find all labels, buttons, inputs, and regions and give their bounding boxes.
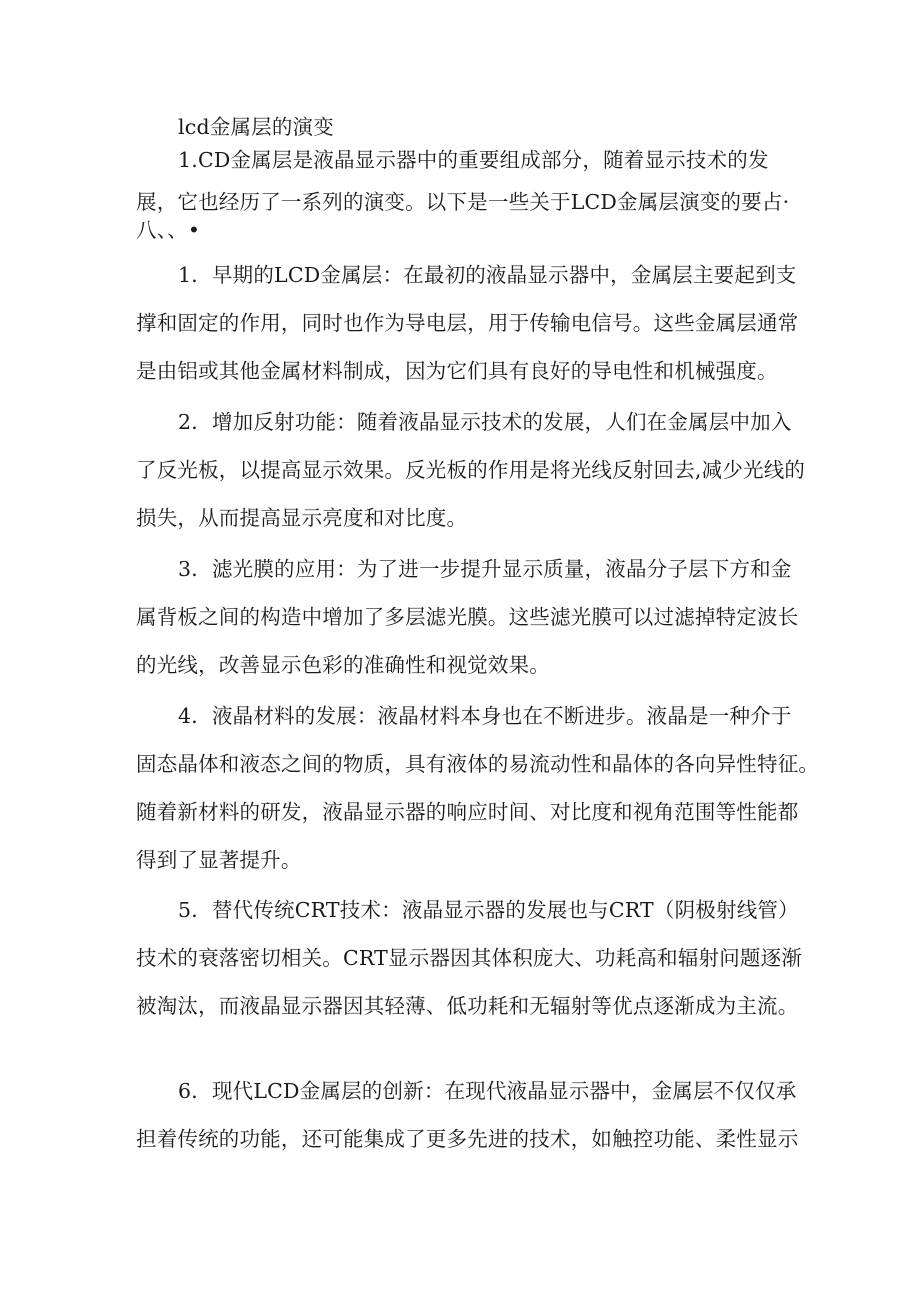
section-1-line-2: 撑和固定的作用，同时也作为导电层，用于传输电信号。这些金属层通常 [136, 311, 799, 335]
section-4-line-2: 固态晶体和液态之间的物质，具有液体的易流动性和晶体的各向异性特征。 [136, 752, 820, 776]
section-1-line-1: 1．早期的LCD金属层：在最初的液晶显示器中，金属层主要起到支 [178, 263, 797, 287]
section-6-line-2: 担着传统的功能，还可能集成了更多先进的技术，如触控功能、柔性显示 [136, 1127, 799, 1151]
section-2-line-2: 了反光板，以提高显示效果。反光板的作用是将光线反射回去,减少光线的 [136, 458, 806, 482]
section-3-line-1: 3．滤光膜的应用：为了进一步提升显示质量，液晶分子层下方和金 [178, 557, 792, 581]
section-4-line-1: 4．液晶材料的发展：液晶材料本身也在不断进步。液晶是一种介于 [178, 704, 792, 728]
section-5-line-3: 被淘汰，而液晶显示器因其轻薄、低功耗和无辐射等优点逐渐成为主流。 [136, 994, 799, 1018]
intro-line-3: 八、、• [136, 218, 201, 242]
section-2-line-1: 2．增加反射功能：随着液晶显示技术的发展，人们在金属层中加入 [178, 410, 792, 434]
section-3-line-3: 的光线，改善显示色彩的准确性和视觉效果。 [136, 653, 550, 677]
document-title: lcd金属层的演变 [178, 115, 334, 139]
section-4-line-3: 随着新材料的研发，液晶显示器的响应时间、对比度和视角范围等性能都 [136, 800, 799, 824]
intro-line-1: 1.CD金属层是液晶显示器中的重要组成部分，随着显示技术的发 [178, 148, 769, 172]
section-2-line-3: 损失，从而提高显示亮度和对比度。 [136, 506, 468, 530]
section-6-line-1: 6．现代LCD金属层的创新：在现代液晶显示器中，金属层不仅仅承 [178, 1079, 797, 1103]
section-3-line-2: 属背板之间的构造中增加了多层滤光膜。这些滤光膜可以过滤掉特定波长 [136, 605, 799, 629]
section-5-line-2: 技术的衰落密切相关。CRT显示器因其体积庞大、功耗高和辐射问题逐渐 [136, 946, 803, 970]
section-5-line-1: 5．替代传统CRT技术：液晶显示器的发展也与CRT（阴极射线管） [178, 898, 799, 922]
intro-line-2: 展，它也经历了一系列的演变。以下是一些关于LCD金属层演变的要占· [136, 190, 790, 214]
section-4-line-4: 得到了显著提升。 [136, 848, 302, 872]
section-1-line-3: 是由铝或其他金属材料制成，因为它们具有良好的导电性和机械强度。 [136, 359, 778, 383]
